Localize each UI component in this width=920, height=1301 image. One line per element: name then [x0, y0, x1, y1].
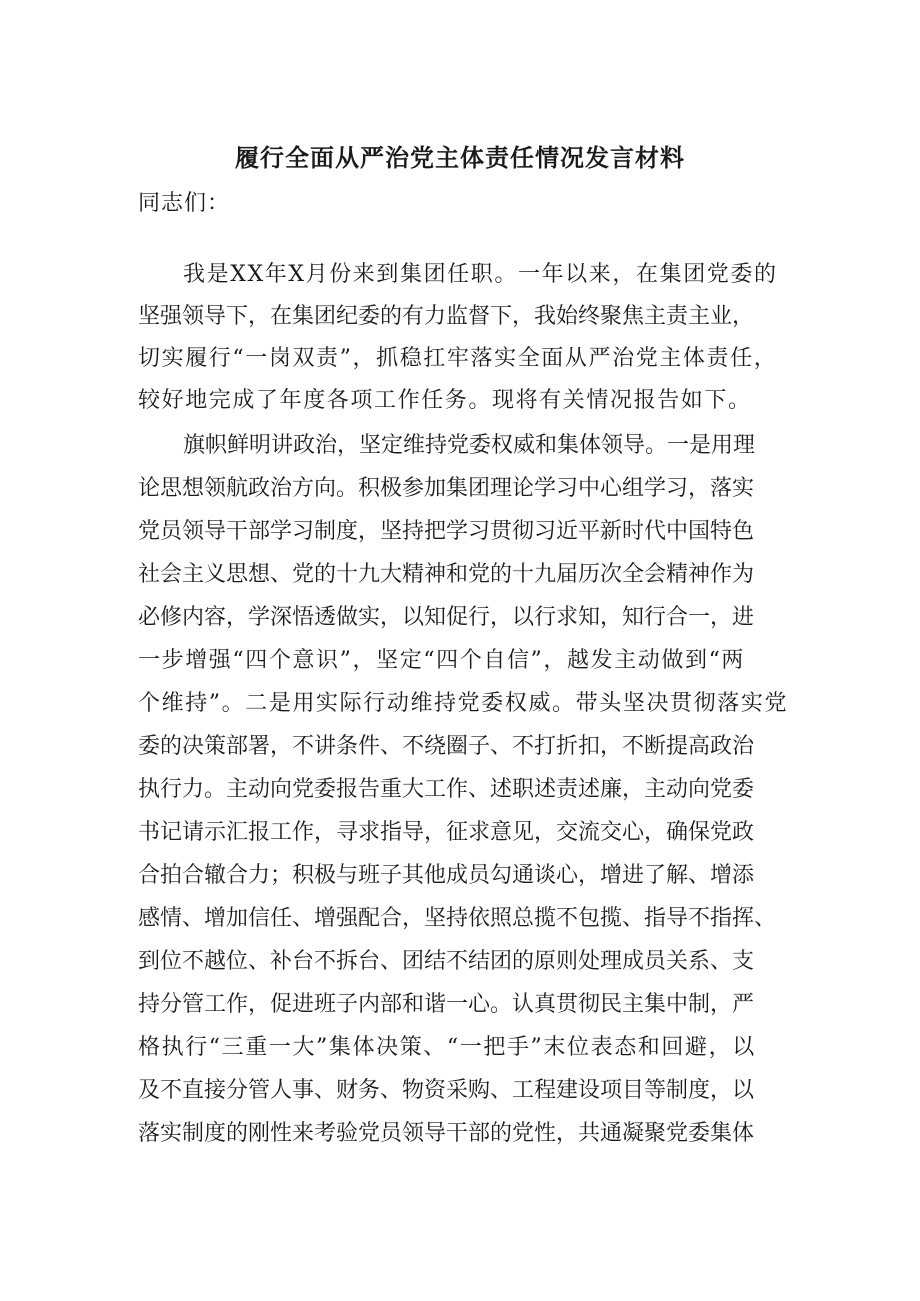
- document-title: 履行全面从严治党主体责任情况发言材料: [235, 144, 685, 172]
- paragraph-line: 我是XX年X月份来到集团任职。一年以来，在集团党委的: [183, 262, 778, 287]
- paragraph-line: 切实履行“一岗双责”，抓稳扛牢落实全面从严治党主体责任，: [138, 346, 778, 371]
- paragraph-line: 必修内容，学深悟透做实，以知促行，以行求知，知行合一，进: [138, 605, 755, 630]
- paragraph-line: 及不直接分管人事、财务、物资采购、工程建设项目等制度，以: [138, 1078, 755, 1103]
- paragraph-line: 落实制度的刚性来考验党员领导干部的党性，共通凝聚党委集体: [138, 1121, 755, 1146]
- paragraph-line: 执行力。主动向党委报告重大工作、述职述责述廉，主动向党委: [138, 777, 755, 802]
- paragraph-line: 到位不越位、补台不拆台、团结不结团的原则处理成员关系、支: [138, 949, 755, 974]
- paragraph-line: 格执行“三重一大”集体决策、“一把手”末位表态和回避，以: [138, 1035, 756, 1060]
- paragraph-line: 委的决策部署，不讲条件、不绕圈子、不打折扣，不断提高政治: [138, 734, 755, 759]
- paragraph-line: 持分管工作，促进班子内部和谐一心。认真贯彻民主集中制，严: [138, 992, 755, 1017]
- paragraph-line: 感情、增加信任、增强配合，坚持依照总揽不包揽、指导不指挥、: [138, 906, 777, 931]
- paragraph-line: 个维持”。二是用实际行动维持党委权威。带头坚决贯彻落实党: [138, 691, 789, 716]
- salutation: 同志们：: [138, 191, 231, 216]
- paragraph-line: 坚强领导下，在集团纪委的有力监督下，我始终聚焦主责主业，: [138, 304, 755, 329]
- paragraph-line: 合拍合辙合力；积极与班子其他成员勾通谈心，增进了解、增添: [138, 863, 755, 888]
- paragraph-line: 党员领导干部学习制度，坚持把学习贯彻习近平新时代中国特色: [138, 519, 755, 544]
- paragraph-line: 社会主义思想、党的十九大精神和党的十九届历次全会精神作为: [138, 562, 755, 587]
- paragraph-line: 一步增强“四个意识”，坚定“四个自信”，越发主动做到“两: [138, 648, 746, 673]
- paragraph-line: 论思想领航政治方向。积极参加集团理论学习中心组学习，落实: [138, 476, 755, 501]
- paragraph-line: 旗帜鲜明讲政治，坚定维持党委权威和集体领导。一是用理: [183, 433, 756, 458]
- paragraph-line: 书记请示汇报工作，寻求指导，征求意见，交流交心，确保党政: [138, 820, 755, 845]
- paragraph-line: 较好地完成了年度各项工作任务。现将有关情况报告如下。: [138, 388, 752, 413]
